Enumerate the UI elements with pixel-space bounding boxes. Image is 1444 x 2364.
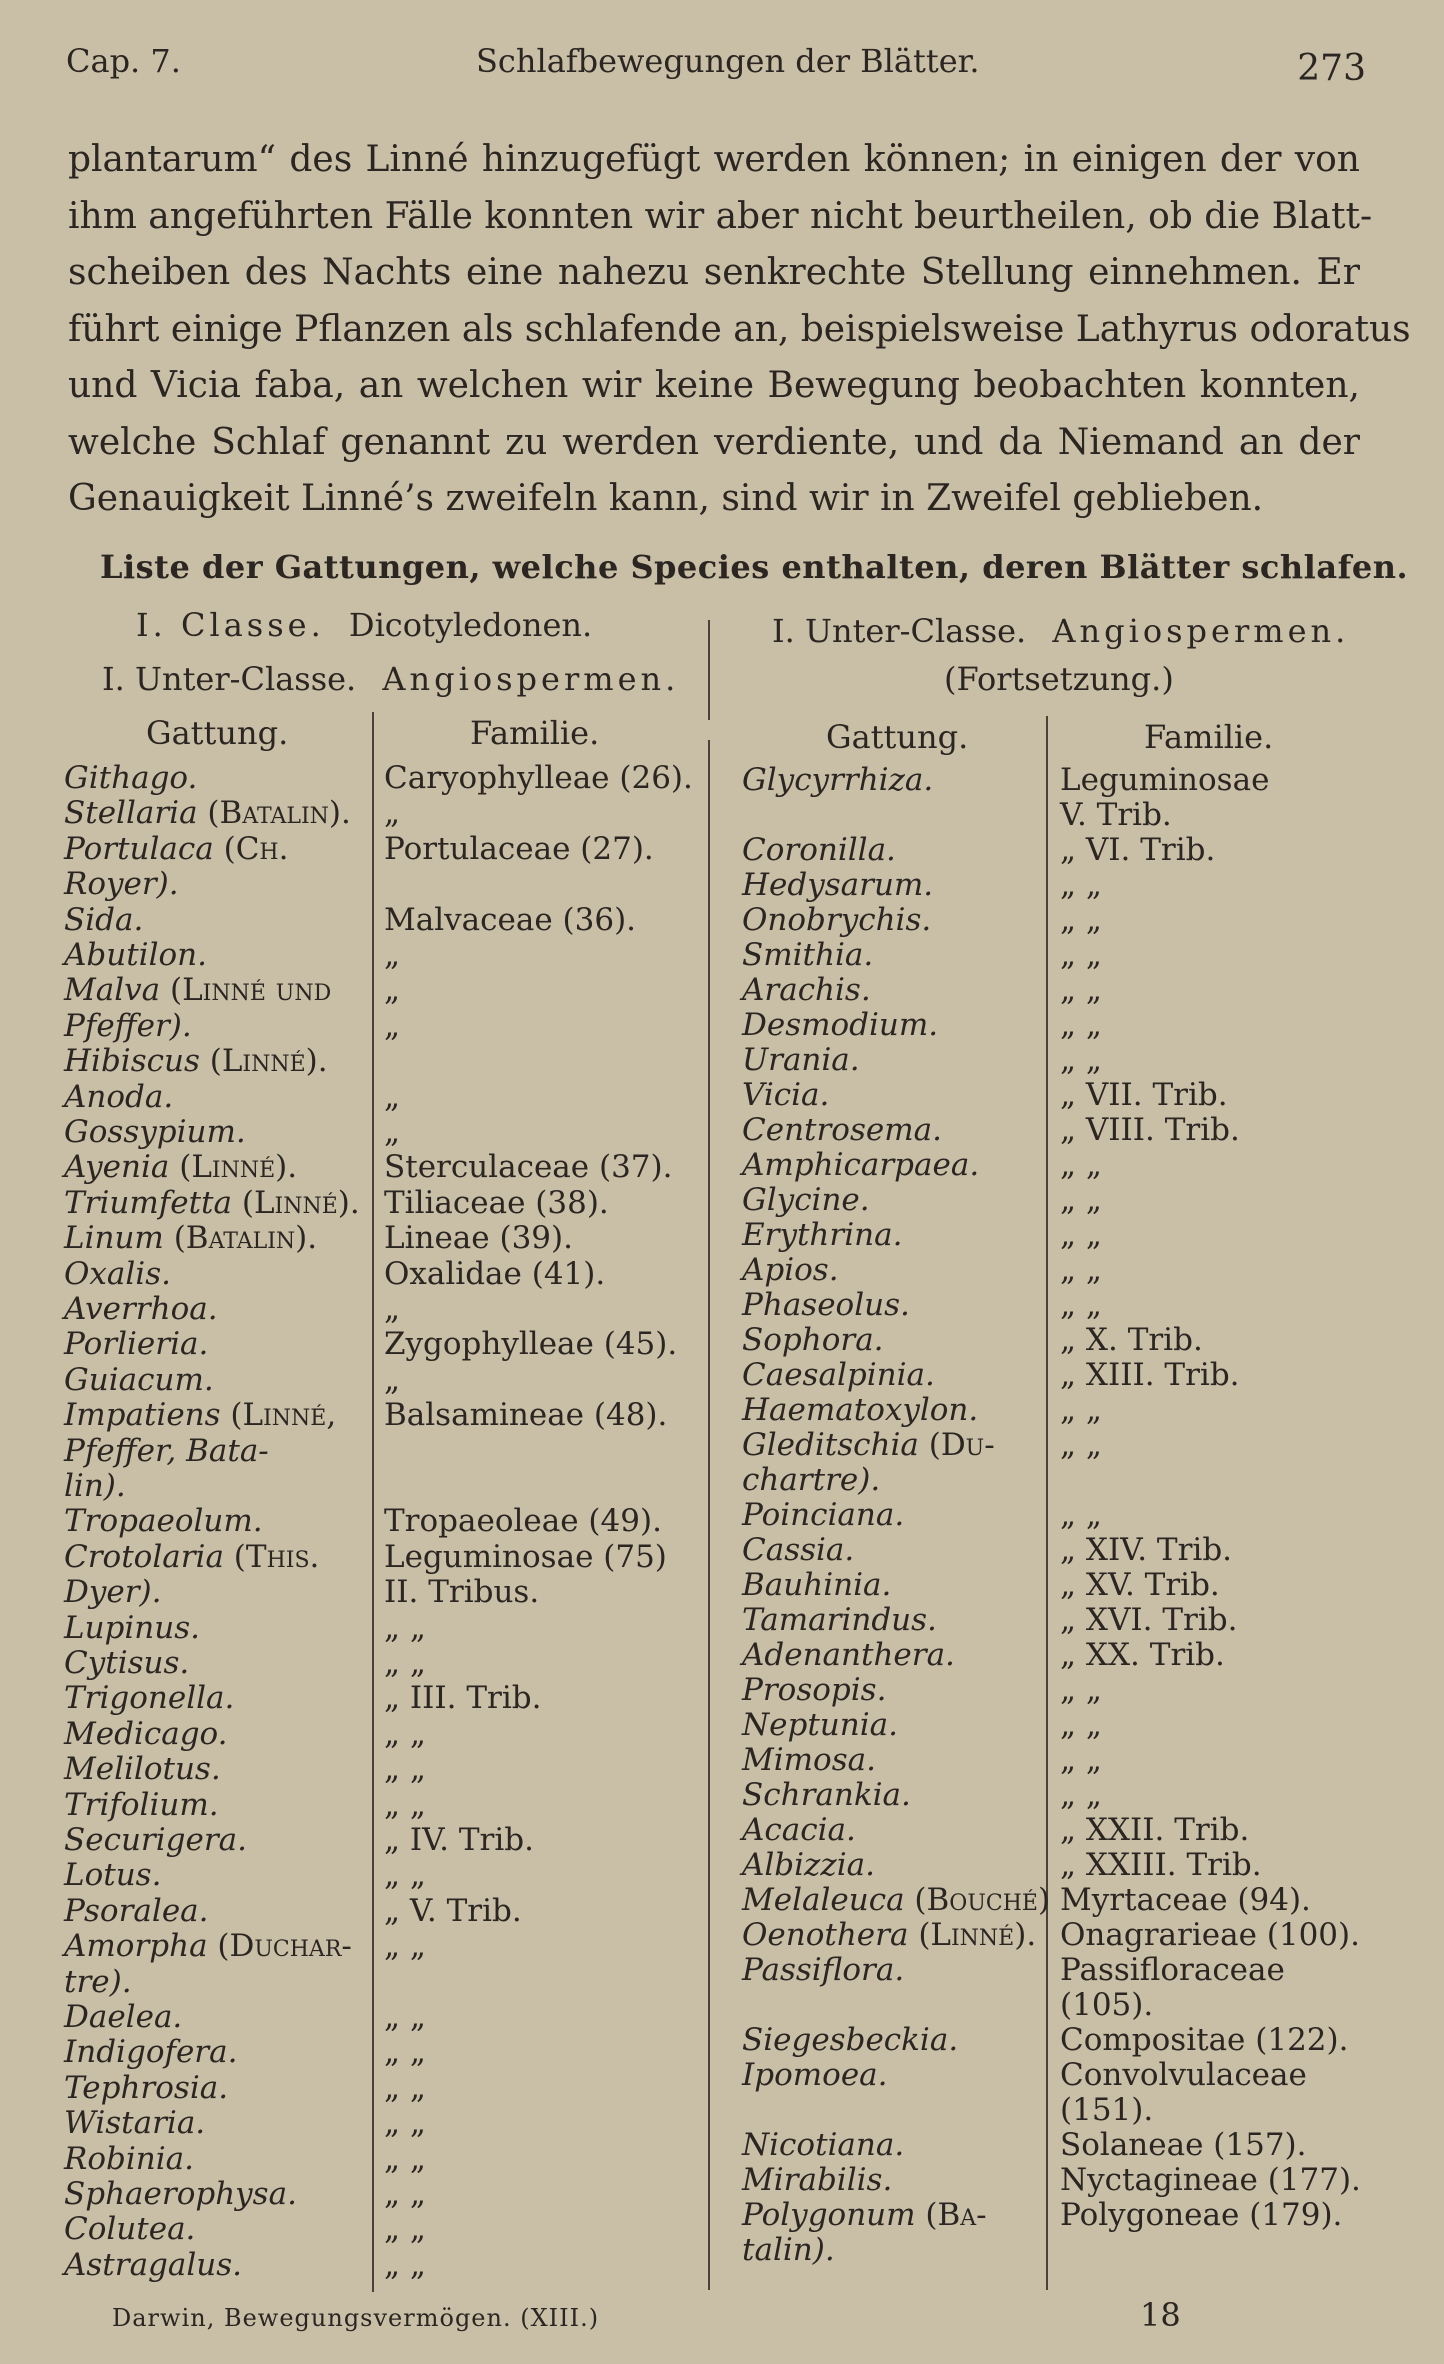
family-name: „ „	[1060, 1217, 1102, 1253]
family-name: „ „	[384, 1609, 426, 1646]
family-name: Myrtaceae (94).	[1060, 1882, 1311, 1918]
genus-name: Wistaria.	[64, 2105, 206, 2142]
genus-name: Phaseolus.	[742, 1287, 910, 1323]
genus-name: Abutilon.	[64, 937, 207, 973]
family-name: „ „	[384, 2034, 426, 2071]
family-name: Nyctagineae (177).	[1060, 2162, 1361, 2198]
genus-name: Erythrina.	[742, 1217, 903, 1253]
family-name: V. Trib.	[1060, 797, 1172, 833]
family-name: „ „	[384, 2069, 426, 2106]
paragraph-line: ihm angeführten Fälle konnten wir aber nicht beurtheilen, ob die Blatt-	[68, 195, 1373, 237]
paragraph-line: scheiben des Nachts eine nahezu senkrechte Stellung einnehmen. Er	[68, 252, 1360, 293]
family-name: „ „	[1060, 1042, 1102, 1078]
family-name: Leguminosae (75)	[384, 1538, 667, 1575]
genus-name: Malva (Linné und	[64, 972, 332, 1009]
genus-name: tre).	[64, 1963, 132, 2000]
genus-name: Githago.	[64, 760, 198, 796]
genus-name: Royer).	[64, 866, 179, 903]
genus-name: Passiflora.	[742, 1952, 905, 1988]
family-name: „ „	[384, 2176, 426, 2212]
genus-name: Polygonum (Ba-	[742, 2197, 987, 2233]
right-subclass-name: Angiospermen.	[1052, 612, 1350, 650]
family-name: Portulaceae (27).	[384, 830, 654, 867]
family-name: „ XIV. Trib.	[1060, 1532, 1233, 1568]
family-name: „ III. Trib.	[384, 1680, 542, 1717]
class-label: I. Classe.	[136, 606, 325, 644]
genus-name: Astragalus.	[64, 2246, 243, 2283]
family-name: Polygoneae (179).	[1060, 2197, 1343, 2233]
family-name: „ V. Trib.	[384, 1892, 522, 1929]
family-name: „ „	[1060, 1182, 1102, 1218]
genus-name: Tamarindus.	[742, 1602, 937, 1638]
genus-name: Amorpha (Duchar-	[64, 1928, 352, 1965]
genus-name: Stellaria (Batalin).	[64, 795, 351, 832]
family-name: „ „	[1060, 1497, 1102, 1533]
genus-name: talin).	[742, 2232, 835, 2268]
family-name: Tiliaceae (38).	[384, 1184, 609, 1221]
genus-name: Cassia.	[742, 1532, 855, 1568]
list-title: Liste der Gattungen, welche Species enthalten, deren Blätter schlafen.	[100, 548, 1409, 586]
genus-name: Lupinus.	[64, 1609, 201, 1646]
family-name: „	[384, 1078, 401, 1115]
family-name: Leguminosae	[1060, 762, 1270, 798]
family-name: „	[384, 1291, 401, 1327]
genus-name: Adenanthera.	[742, 1637, 955, 1673]
family-name: „ „	[1060, 1287, 1102, 1323]
family-name: „ „	[384, 1751, 426, 1788]
genus-name: Ipomoea.	[742, 2057, 888, 2093]
left-genus-header: Gattung.	[146, 714, 289, 752]
page-footer: Darwin, Bewegungsvermögen. (XIII.)	[112, 2304, 600, 2332]
family-name: Onagrarieae (100).	[1060, 1917, 1360, 1953]
family-name: „ „	[1060, 1147, 1102, 1183]
page-number: 273	[1297, 48, 1366, 89]
genus-name: Desmodium.	[742, 1007, 939, 1043]
genus-name: Pfeffer, Bata-	[64, 1432, 269, 1469]
family-name: „ XXII. Trib.	[1060, 1812, 1250, 1848]
family-name: „ „	[1060, 937, 1102, 973]
family-name: Sterculaceae (37).	[384, 1149, 673, 1186]
genus-name: Anoda.	[64, 1078, 174, 1115]
genus-name: Gleditschia (Du-	[742, 1427, 995, 1463]
family-name: Oxalidae (41).	[384, 1255, 606, 1292]
genus-name: Impatiens (Linné,	[64, 1397, 337, 1434]
genus-name: Amphicarpaea.	[742, 1147, 980, 1183]
paragraph-line: führt einige Pflanzen als schlafende an, beispielsweise Lathyrus odoratus	[68, 308, 1411, 350]
genus-name: Onobrychis.	[742, 902, 932, 938]
family-name: Tropaeoleae (49).	[384, 1503, 662, 1540]
family-name: „ „	[1060, 1252, 1102, 1288]
genus-name: Neptunia.	[742, 1707, 898, 1743]
family-name: „	[384, 972, 401, 1009]
left-table-rule	[372, 712, 374, 2292]
genus-name: Portulaca (Ch.	[64, 830, 289, 867]
family-name: „ „	[384, 1645, 426, 1681]
genus-name: Albizzia.	[742, 1847, 875, 1883]
family-name: „ „	[384, 1786, 426, 1823]
genus-name: Poinciana.	[742, 1497, 905, 1533]
family-name: „ „	[1060, 1672, 1102, 1708]
family-name: Malvaceae (36).	[384, 901, 637, 938]
genus-name: Glycyrrhiza.	[742, 762, 934, 798]
family-name: „ „	[384, 2246, 426, 2283]
running-title: Schlafbewegungen der Blätter.	[476, 42, 980, 80]
genus-name: Bauhinia.	[742, 1567, 892, 1603]
family-name: „ XX. Trib.	[1060, 1637, 1225, 1673]
family-name: (105).	[1060, 1987, 1154, 2023]
family-name: „ XXIII. Trib.	[1060, 1847, 1262, 1883]
genus-name: Coronilla.	[742, 832, 896, 868]
left-subclass-name: Angiospermen.	[382, 660, 680, 698]
right-table-rule	[1046, 716, 1048, 2290]
genus-name: Caesalpinia.	[742, 1357, 935, 1393]
center-column-divider	[708, 740, 710, 2290]
body-paragraph	[68, 132, 1411, 528]
family-name: „ „	[1060, 972, 1102, 1008]
paragraph-line: plantarum“ des Linné hinzugefügt werden können; in einigen der von	[68, 139, 1360, 180]
family-name: „ „	[1060, 1427, 1102, 1463]
genus-name: lin).	[64, 1468, 126, 1504]
genus-name: Oxalis.	[64, 1255, 171, 1292]
genus-name: Apios.	[742, 1252, 839, 1288]
genus-name: Trifolium.	[64, 1786, 219, 1823]
signature-mark: 18	[1140, 2296, 1181, 2334]
right-continued-note: (Fortsetzung.)	[944, 660, 1174, 698]
running-header	[66, 42, 1366, 90]
genus-name: Hedysarum.	[742, 867, 934, 903]
genus-name: Siegesbeckia.	[742, 2022, 959, 2058]
family-name: Lineae (39).	[384, 1220, 573, 1257]
family-name: Solaneae (157).	[1060, 2127, 1307, 2163]
genus-name: Sophora.	[742, 1322, 884, 1358]
family-name: Balsamineae (48).	[384, 1397, 668, 1434]
family-name: „ „	[1060, 1707, 1102, 1743]
class-name: Dicotyledonen.	[348, 606, 593, 644]
genus-name: Centrosema.	[742, 1112, 942, 1148]
genus-name: Smithia.	[742, 937, 874, 973]
genus-name: Pfeffer).	[64, 1007, 192, 1044]
family-name: Caryophylleae (26).	[384, 760, 693, 796]
genus-name: Tropaeolum.	[64, 1503, 263, 1540]
family-name: Passifloraceae	[1060, 1952, 1285, 1988]
family-name: „	[384, 1007, 401, 1044]
genus-name: Guiacum.	[64, 1361, 214, 1398]
family-name: Convolvulaceae	[1060, 2057, 1307, 2093]
genus-name: Averrhoa.	[64, 1291, 218, 1327]
family-name: „	[384, 1361, 401, 1398]
paragraph-line: Genauigkeit Linné’s zweifeln kann, sind wir in Zweifel geblieben.	[68, 478, 1264, 519]
family-name: II. Tribus.	[384, 1574, 540, 1611]
genus-name: Trigonella.	[64, 1680, 235, 1717]
genus-name: Hibiscus (Linné).	[64, 1043, 328, 1080]
genus-name: Mirabilis.	[742, 2162, 893, 2198]
family-name: „	[384, 1114, 401, 1150]
genus-name: Psoralea.	[64, 1892, 209, 1929]
family-name: „ „	[384, 1999, 426, 2035]
family-name: Zygophylleae (45).	[384, 1326, 678, 1363]
genus-name: Oenothera (Linné).	[742, 1917, 1037, 1953]
right-genus-header: Gattung.	[826, 718, 969, 756]
family-name: (151).	[1060, 2092, 1154, 2128]
genus-name: chartre).	[742, 1462, 881, 1498]
family-name: „ VI. Trib.	[1060, 832, 1216, 868]
family-name: „	[384, 795, 401, 832]
right-subclass-heading	[772, 612, 1349, 650]
column-divider-top	[708, 620, 710, 720]
genus-name: Melaleuca (Bouché)	[742, 1882, 1051, 1918]
genus-name: Indigofera.	[64, 2034, 238, 2071]
family-name: „ X. Trib.	[1060, 1322, 1203, 1358]
family-name: „ „	[1060, 867, 1102, 903]
genus-name: Dyer).	[64, 1574, 162, 1611]
family-name: „ „	[1060, 1742, 1102, 1778]
family-name: „ VII. Trib.	[1060, 1077, 1228, 1113]
genus-name: Colutea.	[64, 2211, 196, 2248]
genus-name: Nicotiana.	[742, 2127, 905, 2163]
family-name: „ „	[1060, 902, 1102, 938]
genus-name: Triumfetta (Linné).	[64, 1184, 360, 1221]
genus-name: Melilotus.	[64, 1751, 221, 1788]
family-name: „ „	[384, 1715, 426, 1752]
family-name: „ „	[384, 2105, 426, 2142]
family-name: „	[384, 937, 401, 973]
family-name: „ VIII. Trib.	[1060, 1112, 1240, 1148]
paragraph-line: welche Schlaf genannt zu werden verdiente, und da Niemand an der	[68, 421, 1360, 463]
genus-name: Linum (Batalin).	[64, 1220, 318, 1257]
family-name: „ „	[384, 1857, 426, 1894]
family-name: „ IV. Trib.	[384, 1822, 534, 1858]
left-family-header: Familie.	[470, 714, 600, 752]
genus-name: Tephrosia.	[64, 2069, 229, 2106]
family-name: „ XIII. Trib.	[1060, 1357, 1240, 1393]
genus-name: Arachis.	[742, 972, 871, 1008]
genus-name: Mimosa.	[742, 1742, 876, 1778]
genus-name: Acacia.	[742, 1812, 856, 1848]
family-name: „ „	[1060, 1777, 1102, 1813]
family-name: „ „	[384, 2140, 426, 2177]
family-name: „ „	[384, 2211, 426, 2248]
genus-name: Schrankia.	[742, 1777, 911, 1813]
genus-name: Sphaerophysa.	[64, 2176, 297, 2212]
genus-name: Porlieria.	[64, 1326, 209, 1363]
genus-name: Lotus.	[64, 1857, 162, 1894]
family-name: „ „	[1060, 1007, 1102, 1043]
genus-name: Medicago.	[64, 1715, 228, 1752]
family-name: „ XV. Trib.	[1060, 1567, 1220, 1603]
family-name: „ XVI. Trib.	[1060, 1602, 1238, 1638]
left-subclass-label: I. Unter-Classe.	[102, 660, 357, 698]
genus-name: Robinia.	[64, 2140, 194, 2177]
genus-name: Daelea.	[64, 1999, 183, 2035]
genus-name: Prosopis.	[742, 1672, 887, 1708]
genus-name: Vicia.	[742, 1077, 830, 1113]
class-heading	[136, 606, 592, 644]
genus-name: Sida.	[64, 901, 144, 938]
genus-name: Cytisus.	[64, 1645, 190, 1681]
genus-name: Glycine.	[742, 1182, 870, 1218]
genus-name: Gossypium.	[64, 1114, 246, 1150]
paragraph-line: und Vicia faba, an welchen wir keine Bewegung beobachten konnten,	[68, 365, 1360, 406]
genus-name: Securigera.	[64, 1822, 247, 1858]
right-subclass-label: I. Unter-Classe.	[772, 612, 1027, 650]
family-name: Compositae (122).	[1060, 2022, 1349, 2058]
family-name: „ „	[384, 1928, 426, 1965]
left-subclass-heading	[102, 660, 679, 698]
chapter-label: Cap. 7.	[66, 42, 181, 80]
right-family-header: Familie.	[1144, 718, 1274, 756]
family-name: „ „	[1060, 1392, 1102, 1428]
genus-name: Haematoxylon.	[742, 1392, 979, 1428]
genus-name: Crotolaria (This.	[64, 1538, 320, 1575]
genus-name: Ayenia (Linné).	[64, 1149, 298, 1186]
genus-name: Urania.	[742, 1042, 860, 1078]
